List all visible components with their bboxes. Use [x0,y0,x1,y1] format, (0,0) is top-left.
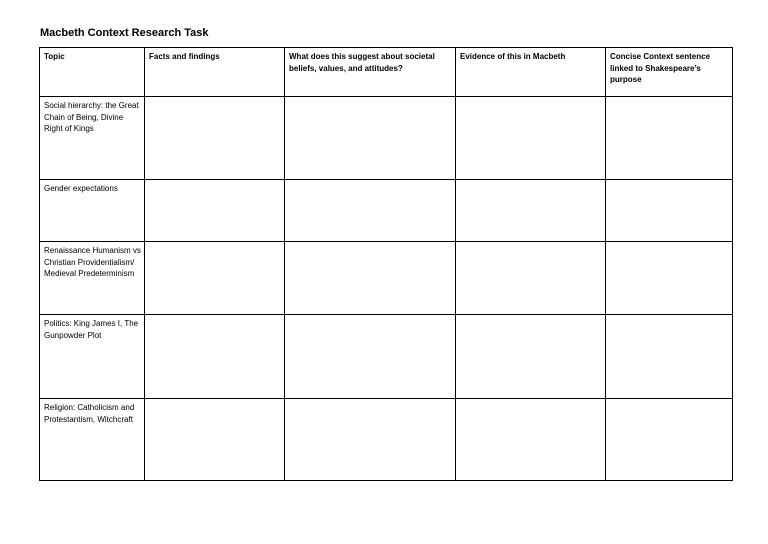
beliefs-cell[interactable] [285,180,456,242]
header-societal-beliefs: What does this suggest about societal beliefs, values, and attitudes? [285,48,456,97]
topic-cell: Politics: King James I, The Gunpowder Plot [40,315,145,399]
header-context-sentence: Concise Context sentence linked to Shakespeare’s purpose [606,48,733,97]
topic-cell: Social hierarchy: the Great Chain of Being, Divine Right of Kings [40,97,145,180]
topic-cell: Gender expectations [40,180,145,242]
table-row [40,97,733,180]
evidence-cell[interactable] [456,242,606,315]
research-table [39,47,733,481]
evidence-cell[interactable] [456,399,606,481]
facts-cell[interactable] [145,180,285,242]
header-evidence-in-macbeth: Evidence of this in Macbeth [456,48,606,97]
beliefs-cell[interactable] [285,399,456,481]
beliefs-cell[interactable] [285,97,456,180]
table-row [40,242,733,315]
topic-cell: Renaissance Humanism vs Christian Providentialism/ Medieval Predeterminism [40,242,145,315]
table-row [40,399,733,481]
table-row [40,315,733,399]
beliefs-cell[interactable] [285,242,456,315]
context-sentence-cell[interactable] [606,315,733,399]
context-sentence-cell[interactable] [606,97,733,180]
beliefs-cell[interactable] [285,315,456,399]
facts-cell[interactable] [145,242,285,315]
document-title: Macbeth Context Research Task [40,27,209,39]
table-row [40,180,733,242]
evidence-cell[interactable] [456,180,606,242]
header-topic: Topic [40,48,145,97]
header-facts-and-findings: Facts and findings [145,48,285,97]
facts-cell[interactable] [145,315,285,399]
evidence-cell[interactable] [456,97,606,180]
facts-cell[interactable] [145,97,285,180]
evidence-cell[interactable] [456,315,606,399]
facts-cell[interactable] [145,399,285,481]
context-sentence-cell[interactable] [606,242,733,315]
table-header-row [40,48,733,97]
context-sentence-cell[interactable] [606,180,733,242]
topic-cell: Religion: Catholicism and Protestantism, Witchcraft [40,399,145,481]
context-sentence-cell[interactable] [606,399,733,481]
